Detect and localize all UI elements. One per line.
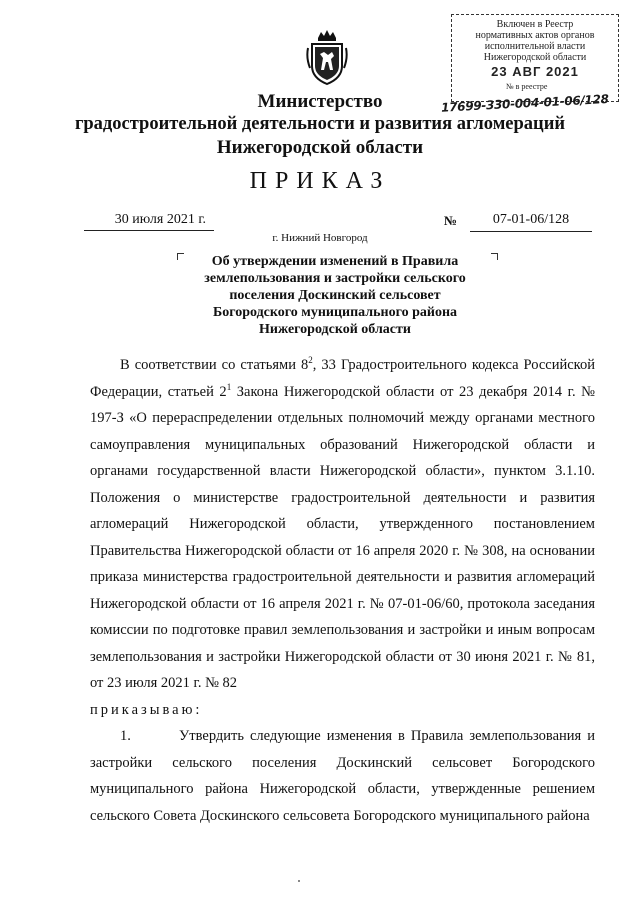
stamp-line: исполнительной власти [484,41,586,52]
subject-corner-mark [491,253,498,260]
stamp-line: Включен в Реестр [496,19,574,30]
order-subject [180,253,490,338]
order-number-label: № [444,213,458,228]
subject-line: поселения Доскинский сельсовет [229,288,441,303]
stamp-reg-number: 17699-330-004-01-06/128 [440,91,609,115]
stamp-date: 23 АВГ 2021 [491,64,579,79]
registry-stamp [451,14,619,102]
ministry-name-line: Нижегородской области [216,137,424,158]
order-city: г. Нижний Новгород [272,232,368,244]
subject-line: Богородского муниципального района [212,305,458,320]
stamp-reg-label: № в реестре [506,82,548,91]
order-date: 30 июля 2021 г. [84,212,214,231]
ministry-name-line: Министерство [257,91,383,112]
page-mark [298,880,300,882]
order-body [90,352,595,829]
subject-line: Нижегородской области [259,322,411,337]
coat-of-arms-icon [306,28,348,86]
stamp-line: Нижегородской области [483,52,587,63]
preamble-paragraph [90,352,595,697]
subject-line: Об утверждении изменений в Правила [211,254,459,269]
preamble-text: , 33 Градостроительного кодекса Российской Федерации, статьей 2 [90,357,596,400]
stamp-line: нормативных актов органов [475,30,595,41]
preamble-text: В соответствии со статьями 8 [120,357,309,373]
subject-line: землепользования и застройки сельского [204,271,466,286]
order-word: приказываю: [90,701,203,718]
ministry-name-line: градостроительной деятельности и развития агломераций [74,114,566,134]
order-item-1: 1. Утвердить следующие изменения в Правила землепользования и застройки сельского поселения Доскинский сельсовет Богородского муниципального района Нижегородской области, утвержденные решением сельского Совета Доскинского сельсовета Богородского муниципального района [90,728,595,824]
superscript: 2 [308,355,313,366]
preamble-text: Закона Нижегородской области от 23 декабря 2014 г. № 197-З «О перераспределении отдельных полномочий между органами местного самоуправления муниципальных образований Нижегородской области и органами государственной власти Нижегородской области», пунктом 3.1.10. Положения о министерстве градостроительной деятельности и развития агломераций Нижегородской области, утвержденного постановлением Правительства Нижегородской области от 16 апреля 2020 г. № 308, на основании приказа министерства градостроительной деятельности и развития агломераций Нижегородской области от 16 апреля 2021 г. № 07-01-06/60, протокола заседания комиссии по подготовке правил землепользования и застройки и иным вопросам землепользования и застройки Нижегородской области от 30 июня 2021 г. № 81, от 23 июля 2021 г. № 82 [90,383,595,691]
superscript: 1 [226,381,232,392]
order-number: 07-01-06/128 [470,212,592,232]
document-type-title: ПРИКАЗ [249,168,391,194]
